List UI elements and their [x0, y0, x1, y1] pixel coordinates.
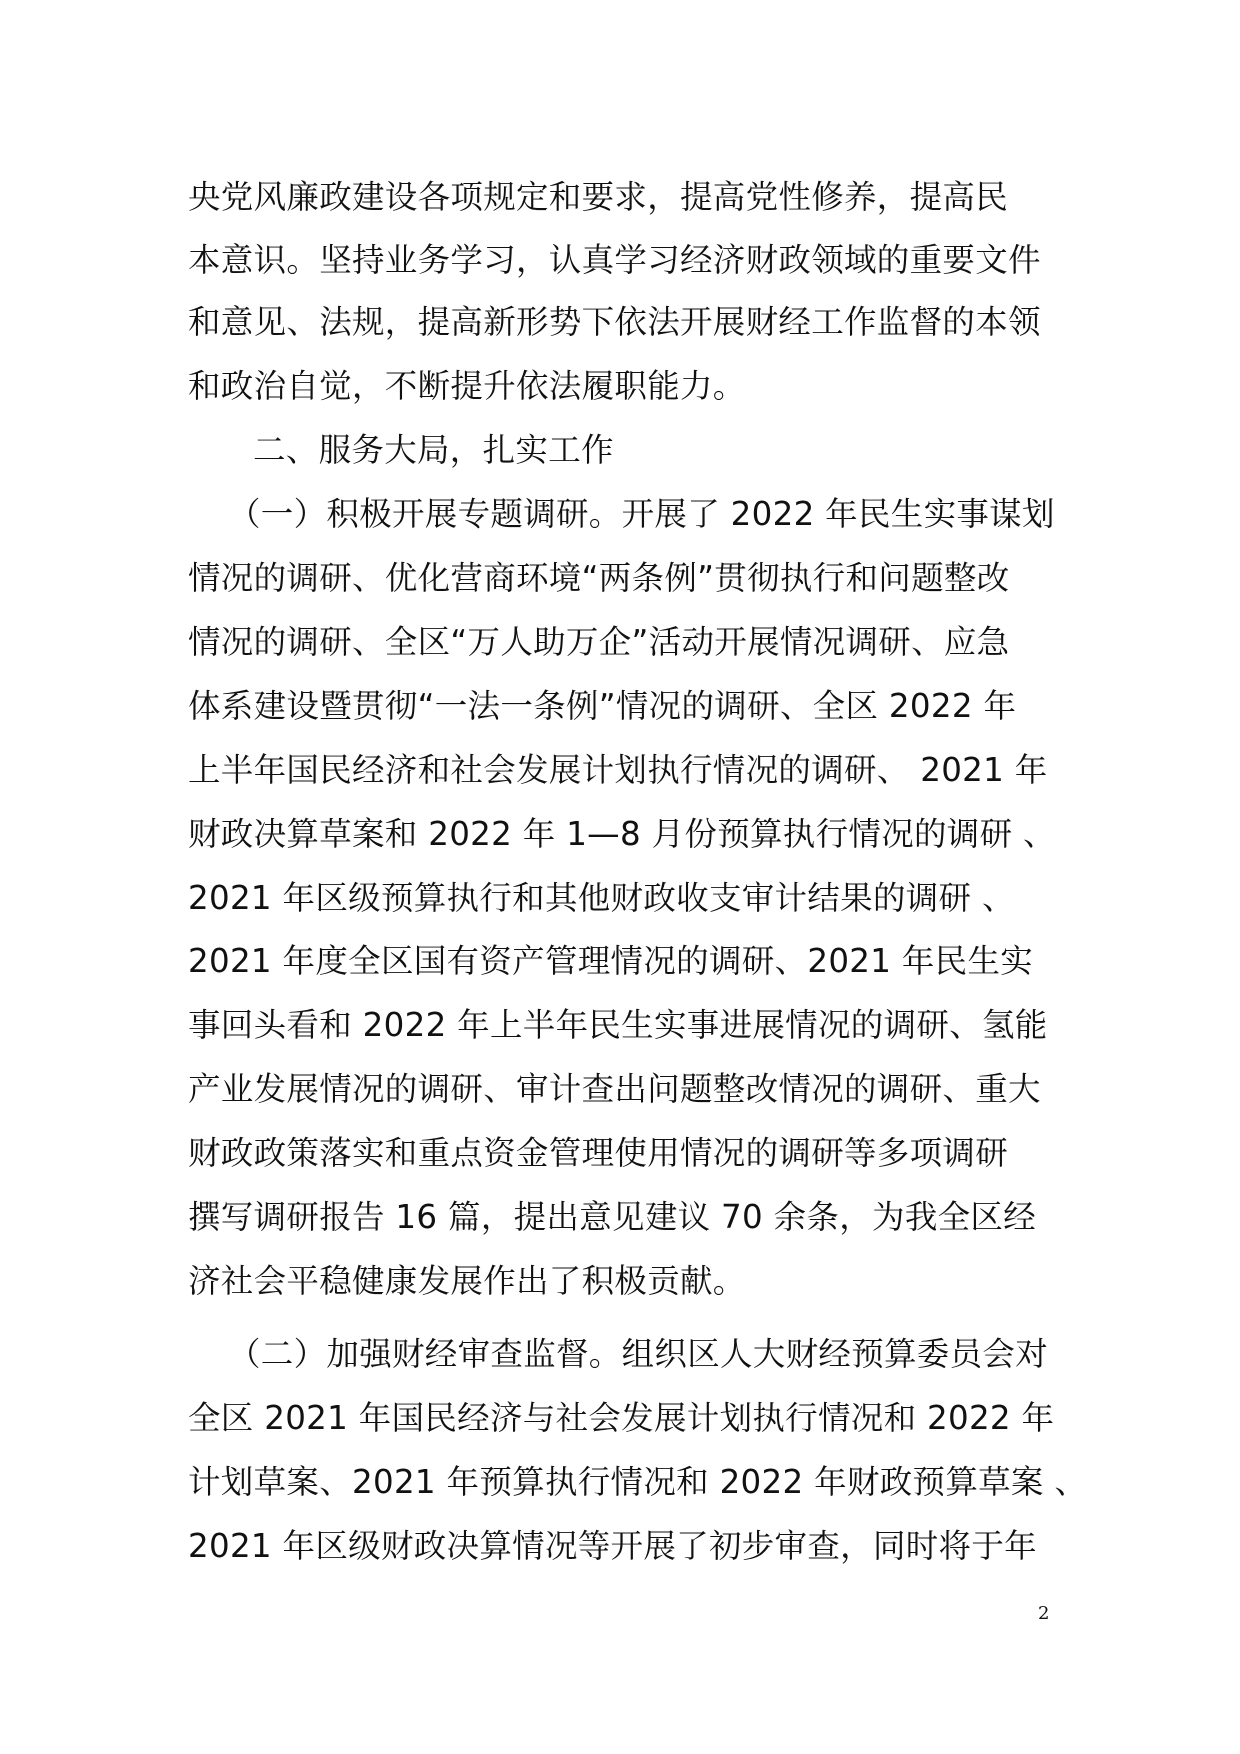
text-line: 撰写调研报告 16 篇，提出意见建议 70 余条，为我全区经: [188, 1198, 1037, 1236]
text-line: 计划草案、2021 年预算执行情况和 2022 年财政预算草案 、: [188, 1463, 1088, 1501]
text-line: 全区 2021 年国民经济与社会发展计划执行情况和 2022 年: [188, 1399, 1055, 1437]
text-line: （二）加强财经审查监督。组织区人大财经预算委员会对: [228, 1335, 1049, 1373]
text-line: 财政决算草案和 2022 年 1—8 月份预算执行情况的调研 、: [188, 815, 1056, 853]
text-line: 上半年国民经济和社会发展计划执行情况的调研、 2021 年: [188, 751, 1048, 789]
text-line: 2021 年区级预算执行和其他财政收支审计结果的调研 、: [188, 879, 1015, 917]
text-line: 财政政策落实和重点资金管理使用情况的调研等多项调研: [188, 1134, 1009, 1172]
text-line: 情况的调研、优化营商环境“两条例”贯彻执行和问题整改: [188, 559, 1010, 597]
text-line: 2021 年度全区国有资产管理情况的调研、2021 年民生实: [188, 942, 1034, 980]
text-line: 产业发展情况的调研、审计查出问题整改情况的调研、重大: [188, 1070, 1041, 1108]
text-line: 体系建设暨贯彻“一法一条例”情况的调研、全区 2022 年: [188, 687, 1017, 725]
text-line: 事回头看和 2022 年上半年民生实事进展情况的调研、氢能: [188, 1006, 1048, 1044]
text-line: 济社会平稳健康发展作出了积极贡献。: [188, 1262, 746, 1300]
text-line: （一）积极开展专题调研。开展了 2022 年民生实事谋划: [228, 495, 1055, 533]
text-line: 和政治自觉，不断提升依法履职能力。: [188, 367, 746, 405]
text-line: 2021 年区级财政决算情况等开展了初步审查，同时将于年: [188, 1527, 1037, 1565]
text-line: 和意见、法规，提高新形势下依法开展财经工作监督的本领: [188, 303, 1041, 341]
text-line: 情况的调研、全区“万人助万企”活动开展情况调研、应急: [188, 623, 1010, 661]
page-number: 2: [1038, 1603, 1050, 1624]
text-line: 本意识。坚持业务学习，认真学习经济财政领域的重要文件: [188, 241, 1041, 279]
text-line: 央党风廉政建设各项规定和要求，提高党性修养，提高民: [188, 178, 1009, 216]
section-heading: 二、服务大局，扎实工作: [253, 431, 614, 469]
